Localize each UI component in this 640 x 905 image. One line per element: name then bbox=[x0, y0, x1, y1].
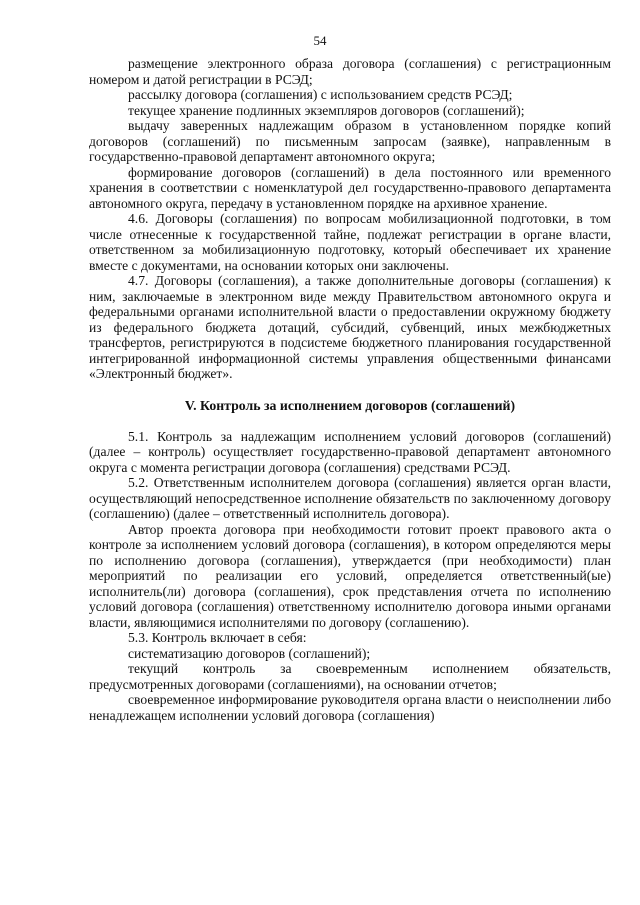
paragraph-electronic-image-placement: размещение электронного образа договора (соглашения) с регистрационным номером и датой регистрации в РСЭД; bbox=[89, 56, 611, 87]
paragraph-5-2: 5.2. Ответственным исполнителем договора (соглашения) является орган власти, осуществляющий непосредственное исполнение обязательств по заключенному договору (соглашению) (далее – ответственный исполнитель договора). bbox=[89, 475, 611, 521]
paragraph-current-control: текущий контроль за своевременным исполнением обязательств, предусмотренных договорами (соглашениями), на основании отчетов; bbox=[89, 661, 611, 692]
document-body bbox=[89, 56, 611, 723]
paragraph-5-1: 5.1. Контроль за надлежащим исполнением условий договоров (соглашений) (далее – контроль) осуществляет государственно-правовой департамент автономного округа с момента регистрации договора (соглашения) средствами РСЭД. bbox=[89, 428, 611, 475]
paragraph-case-formation: формирование договоров (соглашений) в дела постоянного или временного хранения в соответствии с номенклатурой дел государственно-правового департамента автономного округа, передачу в установленном порядке на архивное хранение. bbox=[89, 164, 611, 211]
paragraph-draft-author: Автор проекта договора при необходимости готовит проект правового акта о контроле за исполнением условий договора (соглашения), в котором определяются меры по исполнению договора (соглашения), утверждается (при необходимости) план мероприятий по реализации его условий, определяется ответственный(ые) исполнитель(ли) договора (соглашения), срок представления отчета по исполнению условий договора (соглашения) ответственному исполнителю договора иными органами власти, являющимися исполнителями по договору (соглашению). bbox=[89, 521, 611, 630]
paragraph-copies-issue: выдачу заверенных надлежащим образом в установленном порядке копий договоров (соглашений) по письменным запросам (заявке), направленным в государственно-правовой департамент автономного округа; bbox=[89, 118, 611, 164]
paragraph-4-6: 4.6. Договоры (соглашения) по вопросам мобилизационной подготовки, в том числе отнесенные к государственной тайне, подлежат регистрации в органе власти, ответственном за мобилизационную подготовку, который обеспечивает их хранение вместе с документами, на основании которых они заключены. bbox=[89, 211, 611, 273]
section-5-title: V. Контроль за исполнением договоров (соглашений) bbox=[184, 397, 516, 413]
paragraph-current-storage: текущее хранение подлинных экземпляров договоров (соглашений); bbox=[128, 102, 525, 118]
paragraph-mailing: рассылку договора (соглашения) с использованием средств РСЭД; bbox=[128, 87, 513, 102]
paragraph-5-3: 5.3. Контроль включает в себя: bbox=[128, 630, 307, 645]
paragraph-4-7: 4.7. Договоры (соглашения), а также дополнительные договоры (соглашения) к ним, заключаемые в электронном виде между Правительством автономного округа и федеральными органами исполнительной власти о предоставлении окружному бюджету из федерального бюджета дотаций, субсидий, субвенций, иных межбюджетных трансфертов, регистрируются в подсистеме бюджетного планирования государственной интегрированной информационной системы управления общественными финансами «Электронный бюджет». bbox=[89, 273, 611, 381]
paragraph-timely-informing: своевременное информирование руководителя органа власти о неисполнении либо ненадлежащем исполнении условий договора (соглашения) bbox=[89, 692, 611, 723]
paragraph-systematization: систематизацию договоров (соглашений); bbox=[128, 645, 371, 661]
page-number: 54 bbox=[313, 33, 327, 48]
